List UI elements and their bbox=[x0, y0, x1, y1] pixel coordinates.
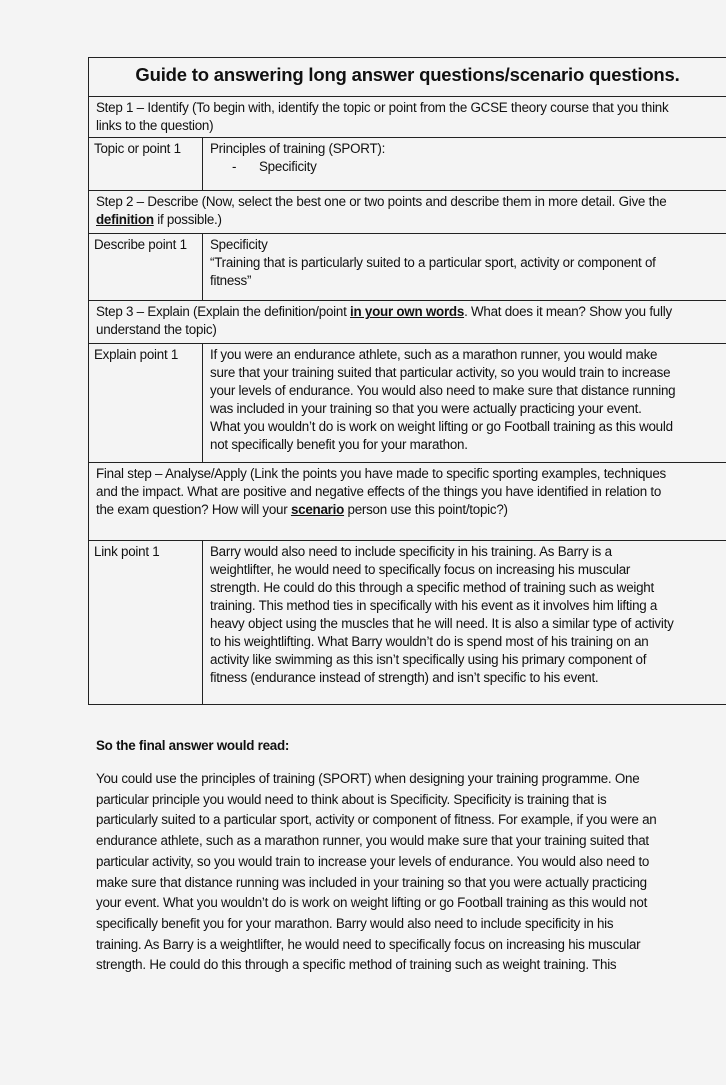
bullet-dash: - bbox=[232, 159, 237, 174]
own-words-emphasis: in your own words bbox=[350, 304, 465, 319]
title-row bbox=[89, 58, 726, 97]
final-answer-paragraph: You could use the principles of training (SPORT) when designing your training programme. One particular principle you would need to think about is Specificity. Specificity is training that is particularly suited to a particular sport, activity or component of fitness. For example, if you were an endurance athlete, such as a marathon runner, you would make sure that your training suited that particular activity, so you would train to increase your levels of endurance. You would also need to make sure that distance running was included in your training so that you were actually practicing your event. What you wouldn’t do is work on weight lifting or go Football training as this would not specifically benefit you for your marathon. Barry would also need to include specificity in his training. As Barry is a weightlifter, he would need to specifically focus on increasing his muscular strength. He could do this through a specific method of training such as weight training. This bbox=[96, 771, 657, 973]
describe-content: Specificity “Training that is particularly suited to a particular sport, activity or component of fitness” bbox=[210, 237, 656, 288]
step3-row: Step 3 – Explain (Explain the definition/point in your own words. What does it mean? Show you fully understand the topic) bbox=[89, 301, 726, 344]
explain-row bbox=[89, 344, 726, 463]
describe-label: Describe point 1 bbox=[89, 234, 203, 300]
explain-label: Explain point 1 bbox=[89, 344, 203, 462]
topic-bullet-item: - Specificity bbox=[232, 159, 317, 174]
topic-label: Topic or point 1 bbox=[89, 138, 203, 190]
link-label: Link point 1 bbox=[89, 541, 203, 704]
step2-text: Step 2 – Describe (Now, select the best one or two points and describe them in more detail. Give the bbox=[96, 194, 667, 209]
step1-text: links to the question) bbox=[96, 118, 214, 133]
step1-row bbox=[89, 97, 726, 138]
link-row bbox=[89, 541, 726, 704]
guide-table bbox=[88, 57, 726, 705]
scenario-emphasis: scenario bbox=[290, 502, 345, 517]
final-step-row: Final step – Analyse/Apply (Link the points you have made to specific sporting examples, techniques and the impact. What are positive and negative effects of the things you have identified in relation to the exam question? How will your scenario person use this point/topic?) bbox=[89, 463, 726, 541]
link-content: Barry would also need to include specificity in his training. As Barry is a weightlifter, he would need to specifically focus on increasing his muscular strength. He could do this through a specific method of training such as weight training. This method ties in specifically with his event as it involves him lifting a heavy object using the muscles that he will need. It is also a similar type of activity to his weightlifting. What Barry wouldn’t do is spend most of his training on an activity like swimming as this isn’t specifically using his primary component of fitness (endurance instead of strength) and isn’t specific to his event. bbox=[210, 544, 674, 685]
step2-row: Step 2 – Describe (Now, select the best one or two points and describe them in more detail. Give the definition if possible.) bbox=[89, 191, 726, 234]
definition-emphasis: definition bbox=[96, 212, 154, 227]
topic-heading: Principles of training (SPORT): bbox=[210, 141, 386, 156]
page-title: Guide to answering long answer questions/scenario questions. bbox=[135, 64, 680, 85]
final-answer-section bbox=[96, 737, 716, 976]
final-answer-heading: So the final answer would read: bbox=[96, 738, 290, 753]
topic-row bbox=[89, 138, 726, 191]
step1-text: Step 1 – Identify (To begin with, identify the topic or point from the GCSE theory course that you think bbox=[96, 100, 669, 115]
describe-row bbox=[89, 234, 726, 301]
explain-content: If you were an endurance athlete, such as a marathon runner, you would make sure that your training suited that particular activity, so you would train to increase your levels of endurance. You would also need to make sure that distance running was included in your training so that you were actually practicing your event. What you wouldn’t do is work on weight lifting or go Football training as this would not specifically benefit you for your marathon. bbox=[210, 347, 676, 452]
